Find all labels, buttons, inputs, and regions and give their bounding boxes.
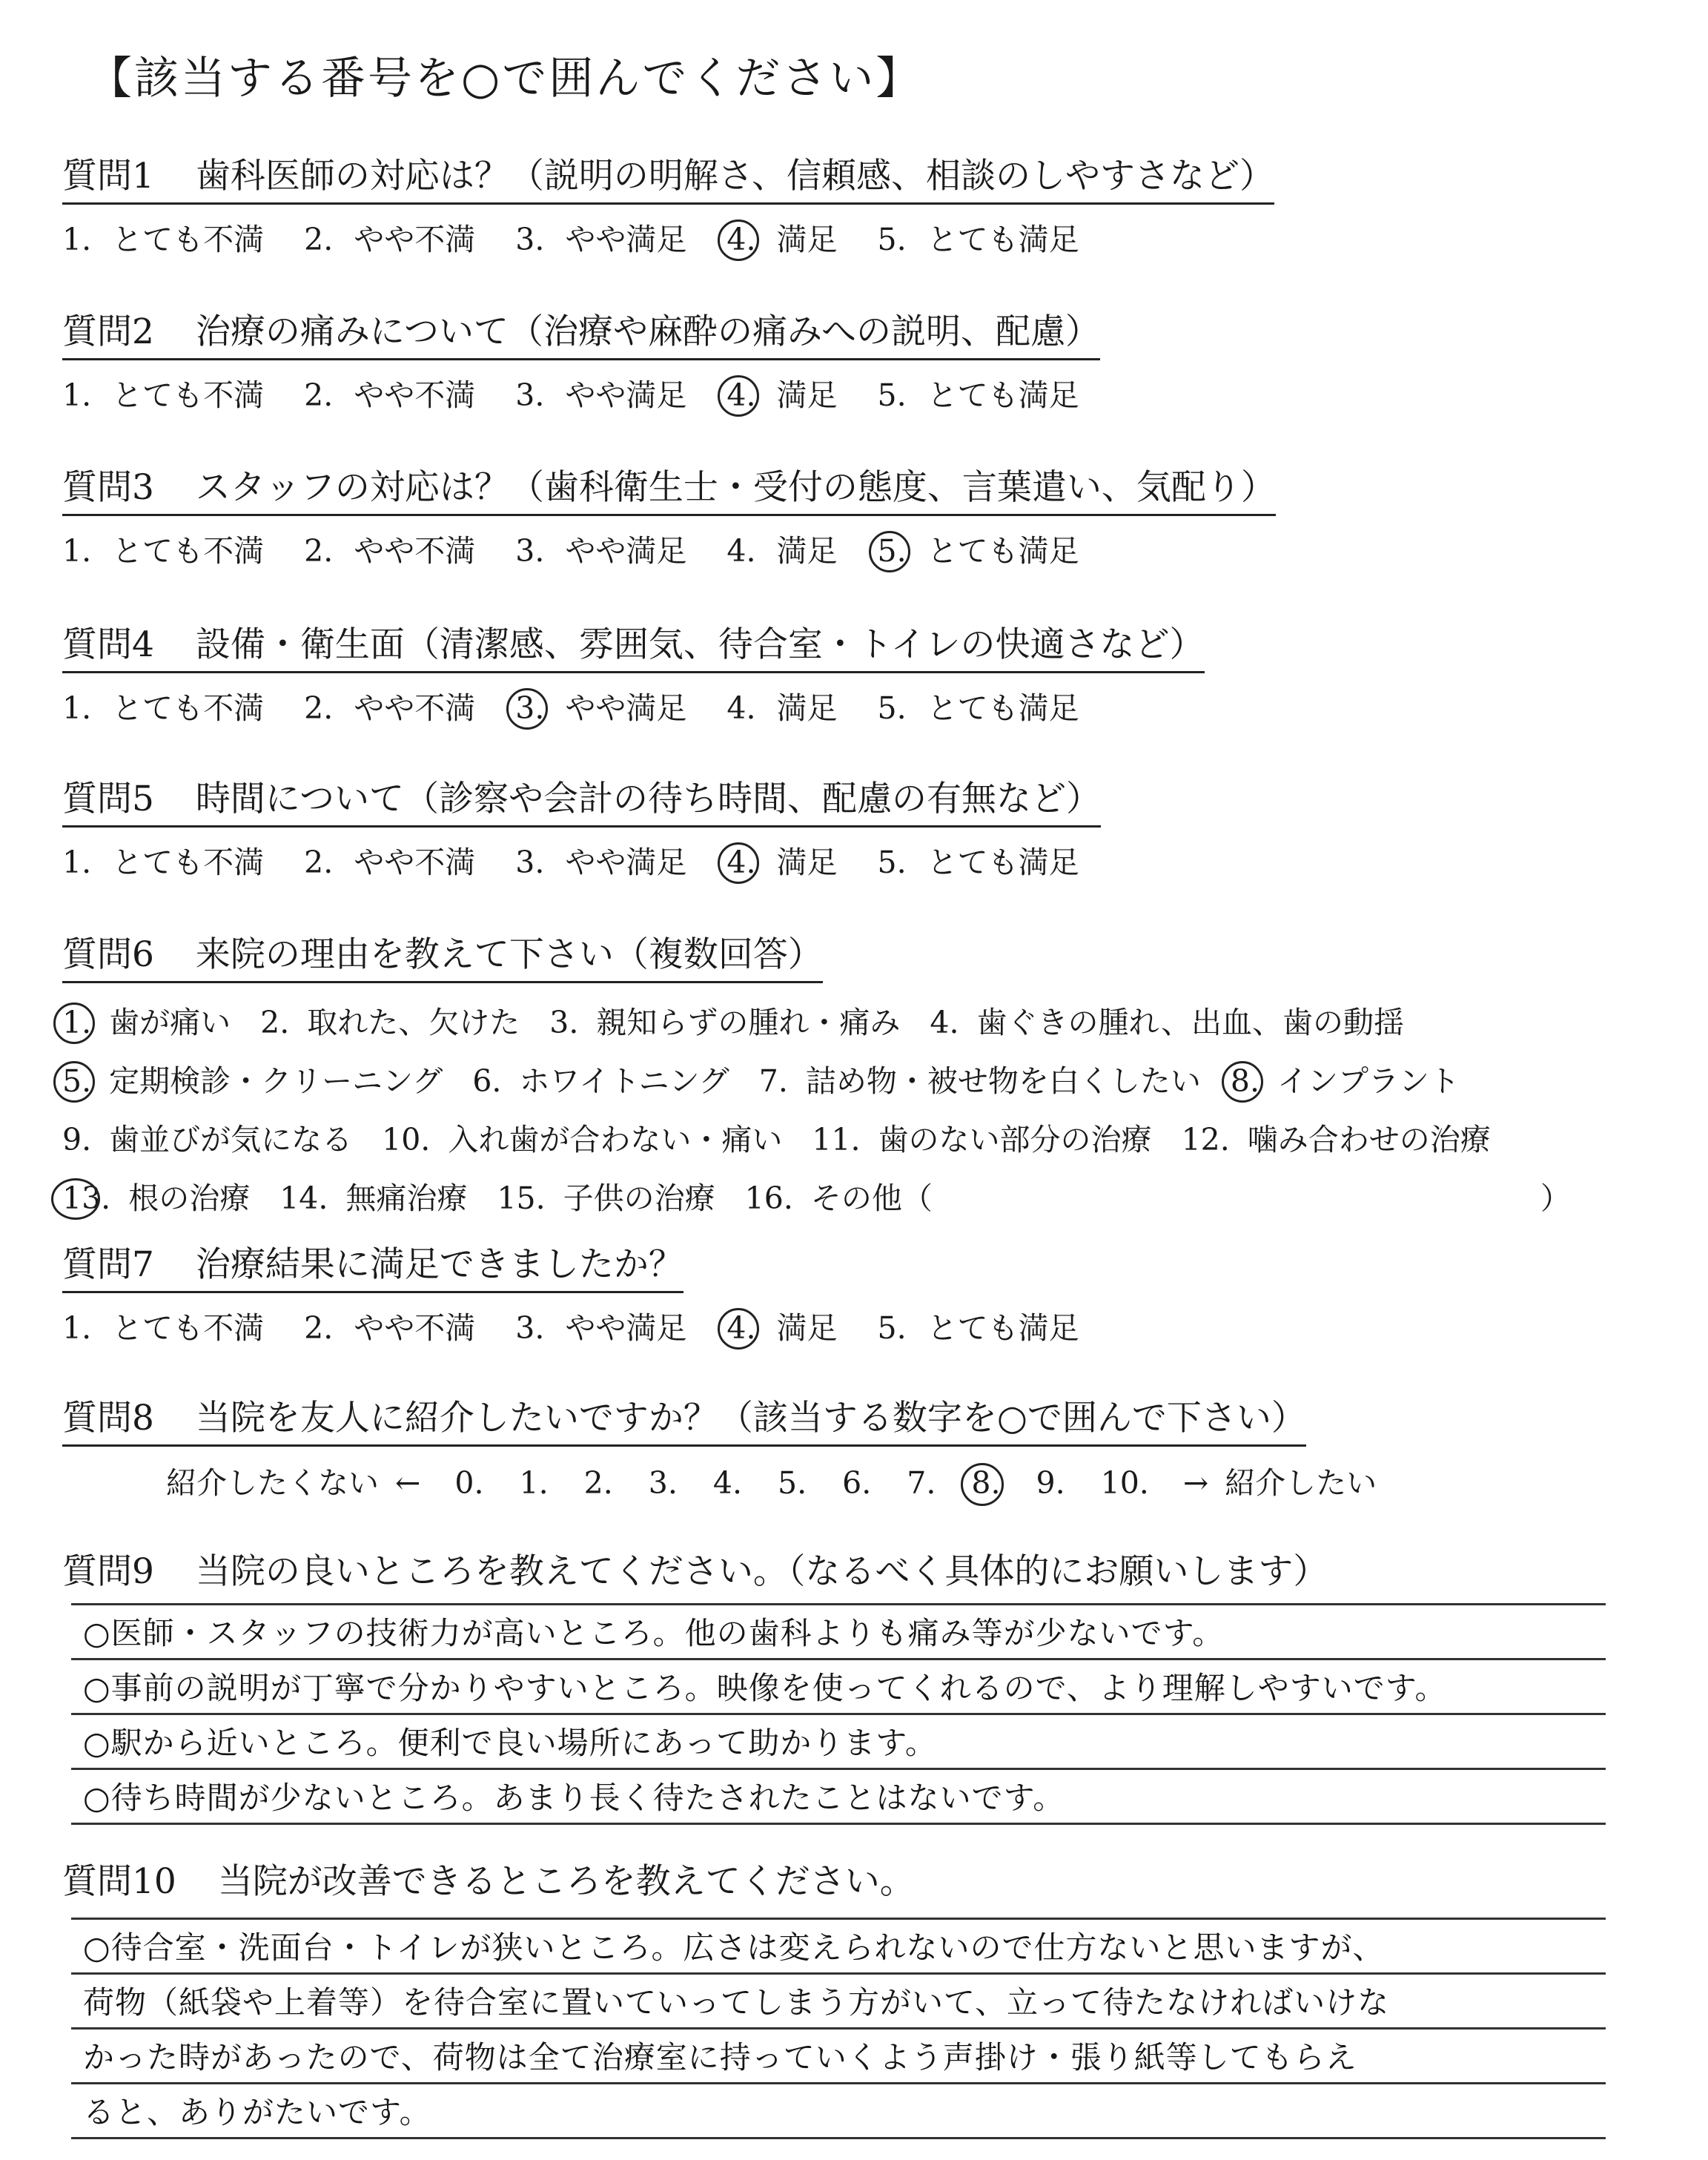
option-label: やや不満 — [354, 845, 476, 880]
option-label: とても満足 — [927, 222, 1079, 257]
question-3 — [62, 460, 1276, 570]
answer-line — [71, 1715, 1606, 1770]
option-number: 2. — [304, 845, 334, 880]
option-label: やや満足 — [565, 690, 687, 726]
rating-option-1[interactable] — [62, 371, 264, 415]
question-10 — [62, 1854, 915, 1908]
handwritten-answer: 荷物（紙袋や上着等）を待合室に置いていってしまう方がいて、立って待たなければいけな — [83, 1984, 1390, 2021]
close-paren: ） — [1540, 1180, 1571, 1216]
question-text: 歯科医師の対応は？（説明の明解さ、信頼感、相談のしやすさなど） — [195, 156, 1275, 196]
question-1 — [62, 148, 1274, 259]
reason-options — [62, 998, 1571, 1218]
option-number: 5. — [877, 222, 907, 257]
option-label: 満足 — [776, 533, 838, 569]
option-label: 入れ歯が合わない・痛い — [448, 1122, 783, 1157]
option-label: やや満足 — [565, 533, 687, 569]
option-label: 満足 — [776, 377, 838, 413]
rating-option-4[interactable] — [726, 1304, 837, 1347]
question-label: 質問4 — [62, 624, 154, 665]
option-number: 16. — [744, 1180, 793, 1216]
rating-option-1[interactable] — [62, 526, 264, 570]
scale-number-7[interactable]: 7. — [907, 1465, 936, 1501]
question-text: 治療結果に満足できましたか？ — [195, 1244, 683, 1285]
option-number: 2. — [304, 222, 334, 257]
answer-line — [71, 1660, 1606, 1715]
survey-title: 【該当する番号を○で囲んでください】 — [87, 53, 923, 105]
improvement-answers — [71, 1918, 1606, 2139]
option-number: 7. — [758, 1063, 788, 1099]
option-label: やや満足 — [565, 377, 687, 413]
reason-row — [62, 1115, 1571, 1159]
answer-line — [71, 2084, 1606, 2139]
scale-number-1[interactable]: 1. — [519, 1465, 549, 1501]
scale-numbers — [437, 1465, 1166, 1501]
option-label: とても満足 — [927, 377, 1079, 413]
option-label: 定期検診・クリーニング — [109, 1063, 443, 1099]
rating-option-4[interactable] — [726, 371, 837, 415]
option-number: 1. — [62, 1310, 92, 1346]
question-title — [62, 1237, 683, 1293]
option-number: 2. — [260, 1005, 290, 1040]
option-number: 4. — [726, 1310, 756, 1346]
option-number: 9. — [62, 1122, 92, 1157]
option-label: やや満足 — [565, 845, 687, 880]
question-8 — [62, 1390, 1377, 1502]
question-4 — [62, 617, 1205, 727]
rating-option-2[interactable] — [304, 526, 475, 570]
rating-option-3[interactable] — [515, 684, 686, 727]
option-number: 15. — [497, 1180, 546, 1216]
option-number: 1. — [62, 690, 92, 726]
rating-option-5[interactable] — [878, 215, 1079, 259]
option-label: 歯並びが気になる — [109, 1122, 353, 1157]
option-label: 満足 — [776, 1310, 838, 1346]
rating-options — [62, 371, 1119, 415]
rating-option-3[interactable] — [515, 371, 686, 415]
reason-option[interactable] — [1231, 1057, 1460, 1100]
option-label: 満足 — [776, 845, 838, 880]
question-text: 治療の痛みについて（治療や麻酔の痛みへの説明、配慮） — [195, 311, 1101, 352]
reason-option[interactable] — [1182, 1115, 1491, 1159]
option-label: とても満足 — [927, 690, 1079, 726]
rating-option-4[interactable] — [726, 215, 837, 259]
option-number: 4. — [726, 222, 756, 257]
rating-option-2[interactable] — [304, 838, 475, 882]
option-number: 8. — [1230, 1063, 1260, 1099]
good-points-answers — [71, 1603, 1606, 1825]
reason-row — [62, 1174, 1571, 1218]
answer-line — [71, 2029, 1606, 2084]
rating-option-1[interactable] — [62, 684, 264, 727]
rating-option-5[interactable] — [878, 526, 1079, 570]
option-number: 1. — [62, 377, 92, 413]
reason-row — [62, 1057, 1571, 1100]
answer-line — [71, 1770, 1606, 1825]
reason-option[interactable] — [497, 1174, 715, 1218]
option-number: 5. — [877, 533, 907, 569]
rating-options — [62, 684, 1205, 727]
option-number: 14. — [279, 1180, 328, 1216]
question-text: 来院の理由を教えて下さい（複数回答） — [195, 934, 823, 975]
option-number: 5. — [877, 690, 907, 726]
rating-option-1[interactable] — [62, 838, 264, 882]
handwritten-answer: ○待ち時間が少ないところ。あまり長く待たされたことはないです。 — [83, 1780, 1065, 1816]
question-label: 質問10 — [62, 1861, 176, 1902]
handwritten-answer: ○駅から近いところ。便利で良い場所にあって助かります。 — [83, 1725, 937, 1761]
option-number: 3. — [515, 690, 545, 726]
question-title — [62, 148, 1274, 205]
option-number: 4. — [726, 377, 756, 413]
scale-number-6[interactable]: 6. — [842, 1465, 872, 1501]
question-6 — [62, 927, 1571, 1218]
right-arrow-icon: → — [1182, 1465, 1209, 1501]
option-number: 6. — [472, 1063, 502, 1099]
rating-option-3[interactable] — [515, 526, 686, 570]
option-label: とても不満 — [112, 533, 265, 569]
rating-option-5[interactable] — [878, 1304, 1079, 1347]
option-label: とても満足 — [927, 845, 1079, 880]
option-number: 13. — [62, 1180, 111, 1216]
option-label: とても不満 — [112, 377, 265, 413]
reason-option[interactable] — [812, 1115, 1151, 1159]
option-number: 3. — [515, 533, 545, 569]
option-number: 5. — [877, 1310, 907, 1346]
rating-option-5[interactable] — [878, 684, 1079, 727]
option-label: とても不満 — [112, 222, 265, 257]
handwritten-answer: ると、ありがたいです。 — [83, 2094, 431, 2130]
reason-option[interactable] — [62, 1057, 443, 1100]
reason-option[interactable] — [549, 998, 900, 1042]
handwritten-answer: かった時があったので、荷物は全て治療室に持っていくよう声掛け・張り紙等してもらえ — [83, 2039, 1357, 2075]
rating-option-5[interactable] — [878, 371, 1079, 415]
option-number: 11. — [812, 1122, 861, 1157]
option-label: やや不満 — [354, 222, 476, 257]
handwritten-answer: ○医師・スタッフの技術力が高いところ。他の歯科よりも痛み等が少ないです。 — [83, 1615, 1225, 1651]
option-number: 3. — [515, 845, 545, 880]
reason-option[interactable] — [382, 1115, 782, 1159]
scale-number-9[interactable]: 9. — [1036, 1465, 1065, 1501]
option-number: 3. — [515, 222, 545, 257]
option-number: 1. — [62, 222, 92, 257]
reason-row — [62, 998, 1571, 1042]
option-label: やや満足 — [565, 222, 687, 257]
option-label: 噛み合わせの治療 — [1247, 1122, 1491, 1157]
question-label: 質問2 — [62, 311, 154, 352]
question-title — [62, 304, 1100, 360]
rating-option-3[interactable] — [515, 1304, 686, 1347]
question-label: 質問3 — [62, 467, 154, 508]
reason-option[interactable] — [472, 1057, 729, 1100]
question-text: 当院を友人に紹介したいですか？（該当する数字を○で囲んで下さい） — [195, 1398, 1306, 1439]
option-number: 3. — [515, 377, 545, 413]
option-number: 10. — [382, 1122, 431, 1157]
option-label: とても不満 — [112, 845, 265, 880]
scale-number-2[interactable]: 2. — [583, 1465, 613, 1501]
reason-option[interactable] — [260, 998, 520, 1042]
option-number: 1. — [62, 1005, 92, 1040]
option-label: 子供の治療 — [563, 1180, 715, 1216]
option-label: やや不満 — [354, 533, 476, 569]
rating-option-4[interactable] — [726, 838, 837, 882]
rating-options — [62, 1304, 1119, 1347]
answer-line — [71, 1605, 1606, 1660]
option-label: 詰め物・被せ物を白くしたい — [805, 1063, 1201, 1099]
option-label: 満足 — [776, 222, 838, 257]
reason-option[interactable] — [62, 1174, 250, 1218]
scale-right-label: 紹介したい — [1225, 1465, 1377, 1501]
option-number: 1. — [62, 533, 92, 569]
option-label: やや不満 — [354, 1310, 476, 1346]
question-9 — [62, 1544, 1328, 1598]
question-5 — [62, 771, 1119, 882]
option-number: 2. — [304, 1310, 334, 1346]
option-label: やや満足 — [565, 1310, 687, 1346]
question-title — [62, 460, 1276, 516]
reason-option[interactable] — [62, 998, 231, 1042]
rating-options — [62, 215, 1274, 259]
scale-number-10[interactable]: 10. — [1100, 1465, 1149, 1501]
option-number: 3. — [549, 1005, 579, 1040]
option-number: 2. — [304, 377, 334, 413]
option-number: 2. — [304, 690, 334, 726]
option-label: 歯が痛い — [109, 1005, 231, 1040]
scale-left-label: 紹介したくない — [166, 1465, 379, 1501]
question-label: 質問6 — [62, 934, 154, 975]
option-number: 5. — [877, 845, 907, 880]
rating-option-2[interactable] — [304, 684, 475, 727]
option-number: 5. — [877, 377, 907, 413]
option-label: ホワイトニング — [519, 1063, 729, 1099]
answer-line — [71, 1975, 1606, 2029]
option-label: やや不満 — [354, 377, 476, 413]
option-label: 親知らずの腫れ・痛み — [596, 1005, 901, 1040]
question-text: 当院の良いところを教えてください。（なるべく具体的にお願いします） — [195, 1551, 1328, 1592]
question-title — [62, 617, 1205, 673]
option-number: 1. — [62, 845, 92, 880]
option-number: 5. — [62, 1063, 92, 1099]
option-number: 2. — [304, 533, 334, 569]
option-label: 歯のない部分の治療 — [878, 1122, 1152, 1157]
option-number: 4. — [726, 845, 756, 880]
rating-options — [62, 838, 1119, 882]
option-label: 満足 — [776, 690, 838, 726]
recommend-scale — [166, 1459, 1377, 1502]
rating-option-3[interactable] — [515, 215, 686, 259]
answer-line — [71, 1920, 1606, 1975]
handwritten-answer: ○待合室・洗面台・トイレが狭いところ。広さは変えられないので仕方ないと思いますが、 — [83, 1929, 1385, 1966]
rating-option-2[interactable] — [304, 1304, 475, 1347]
option-number: 4. — [726, 533, 756, 569]
question-title — [62, 1390, 1306, 1447]
reason-option[interactable] — [759, 1057, 1201, 1100]
question-7 — [62, 1237, 1119, 1347]
question-label: 質問9 — [62, 1551, 154, 1592]
option-number: 4. — [930, 1005, 959, 1040]
rating-option-5[interactable] — [878, 838, 1079, 882]
question-text: 当院が改善できるところを教えてください。 — [217, 1861, 915, 1902]
question-text: 設備・衛生面（清潔感、雰囲気、待合室・トイレの快適さなど） — [195, 624, 1205, 665]
question-title — [62, 1544, 1328, 1598]
option-label: インプラント — [1277, 1063, 1460, 1099]
question-2 — [62, 304, 1119, 415]
scale-number-8[interactable]: 8. — [971, 1465, 1001, 1501]
rating-option-1[interactable] — [62, 1304, 264, 1347]
question-label: 質問1 — [62, 156, 154, 196]
rating-option-3[interactable] — [515, 838, 686, 882]
scale-number-0[interactable]: 0. — [454, 1465, 484, 1501]
option-label: 歯ぐきの腫れ、出血、歯の動揺 — [976, 1005, 1404, 1040]
question-label: 質問7 — [62, 1244, 154, 1285]
rating-option-4[interactable] — [726, 684, 837, 727]
rating-option-4[interactable] — [726, 526, 837, 570]
rating-option-2[interactable] — [304, 215, 475, 259]
question-text: 時間について（診察や会計の待ち時間、配慮の有無など） — [195, 779, 1101, 819]
option-label: とても満足 — [927, 1310, 1079, 1346]
option-label: とても不満 — [112, 690, 265, 726]
reason-option[interactable] — [279, 1174, 467, 1218]
option-label: やや不満 — [354, 690, 476, 726]
left-arrow-icon: ← — [395, 1465, 421, 1501]
option-label: 根の治療 — [128, 1180, 251, 1216]
question-text: スタッフの対応は？（歯科衛生士・受付の態度、言葉遣い、気配り） — [195, 467, 1276, 508]
option-number: 12. — [1181, 1122, 1230, 1157]
option-label: 無痛治療 — [345, 1180, 468, 1216]
option-number: 4. — [726, 690, 756, 726]
scale-number-5[interactable]: 5. — [777, 1465, 807, 1501]
scale-number-4[interactable]: 4. — [712, 1465, 742, 1501]
question-label: 質問5 — [62, 779, 154, 819]
option-label: 取れた、欠けた — [307, 1005, 520, 1040]
option-label: その他（ — [810, 1180, 933, 1216]
reason-option[interactable] — [62, 1115, 352, 1159]
option-label: とても満足 — [927, 533, 1079, 569]
option-label: とても不満 — [112, 1310, 265, 1346]
question-title — [62, 1854, 915, 1908]
question-label: 質問8 — [62, 1398, 154, 1439]
reason-option[interactable] — [930, 998, 1404, 1042]
reason-option[interactable] — [745, 1174, 933, 1218]
handwritten-answer: ○事前の説明が丁寧で分かりやすいところ。映像を使ってくれるので、より理解しやすいです。 — [83, 1670, 1447, 1706]
question-title — [62, 771, 1101, 828]
rating-option-1[interactable] — [62, 215, 264, 259]
rating-options — [62, 526, 1276, 570]
rating-option-2[interactable] — [304, 371, 475, 415]
scale-number-3[interactable]: 3. — [648, 1465, 678, 1501]
option-number: 3. — [515, 1310, 545, 1346]
question-title — [62, 927, 823, 983]
